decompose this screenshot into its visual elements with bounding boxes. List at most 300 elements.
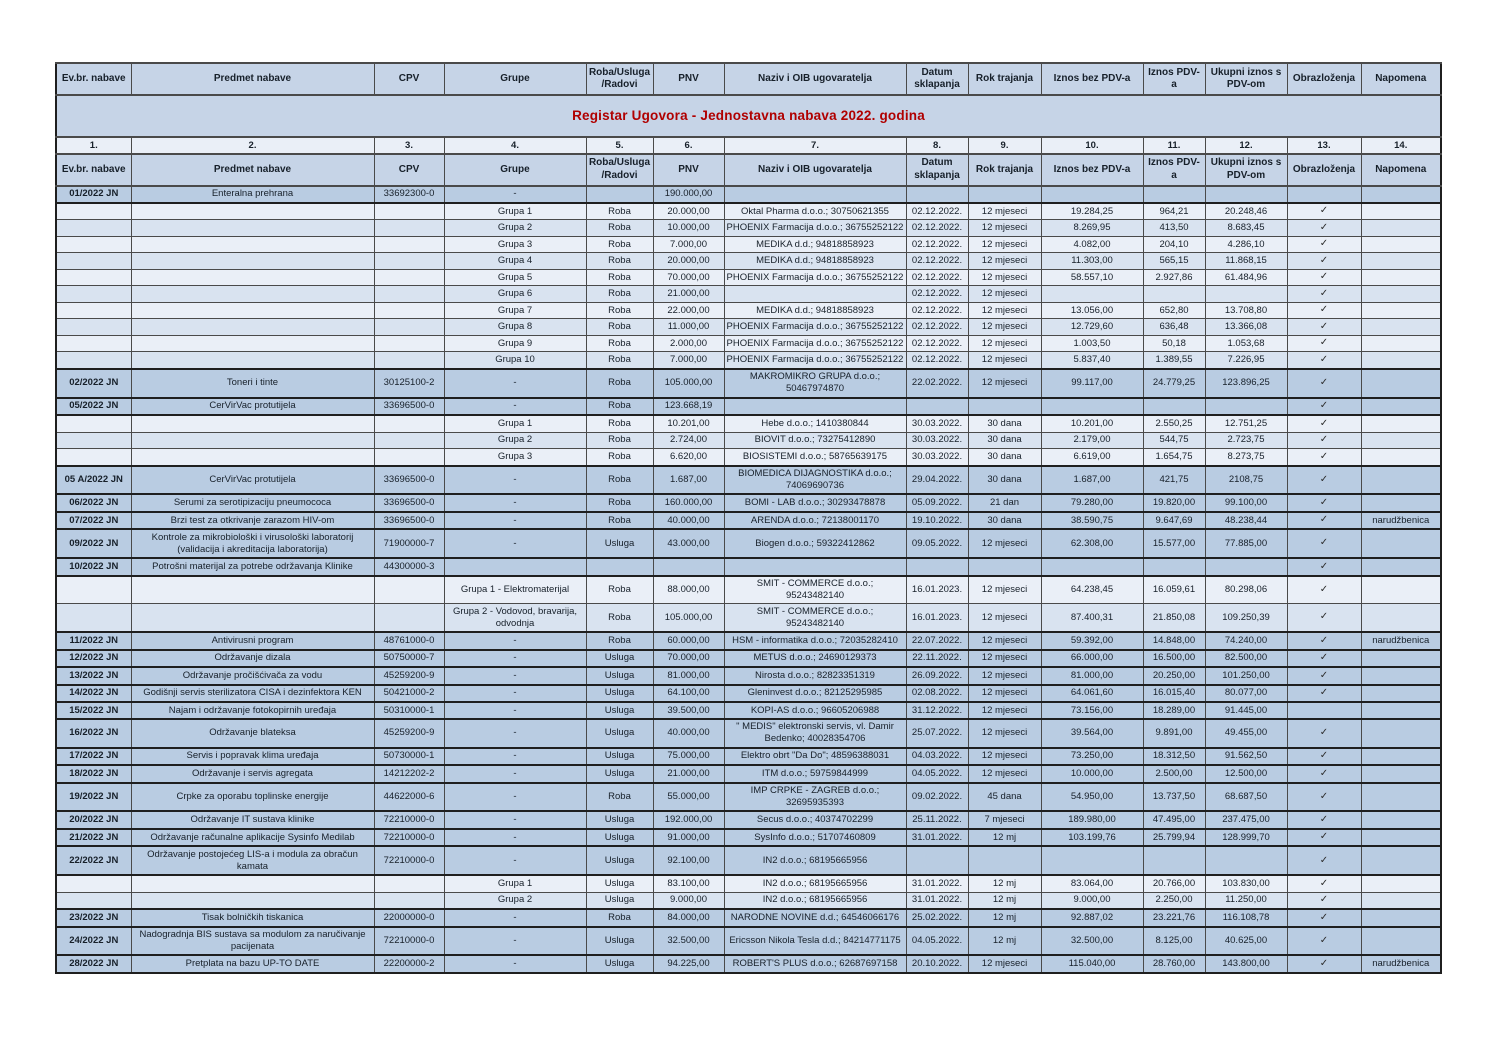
cell-vrsta: Roba (586, 512, 653, 530)
table-row-group (56, 415, 1441, 432)
cell-bez: 87.400,31 (1041, 604, 1143, 632)
cell-predmet (131, 269, 374, 286)
cell-ukupno: 91.445,00 (1205, 702, 1287, 719)
cell-cpv (374, 253, 444, 270)
cell-datum (906, 186, 968, 203)
cell-cpv (374, 604, 444, 632)
cell-cpv (374, 203, 444, 220)
cell-datum: 20.10.2022. (906, 955, 968, 973)
cell-datum: 31.12.2022. (906, 702, 968, 719)
cell-predmet: Održavanje IT sustava klinike (131, 811, 374, 829)
cell-bez: 32.500,00 (1041, 927, 1143, 956)
cell-bez: 38.590,75 (1041, 512, 1143, 530)
cell-rok: 12 mjeseci (968, 529, 1041, 558)
cell-nap (1361, 466, 1441, 495)
cell-pdv: 421,75 (1143, 466, 1205, 495)
cell-bez: 115.040,00 (1041, 955, 1143, 973)
cell-datum: 22.07.2022. (906, 632, 968, 650)
cell-grupa: Grupa 2 (444, 432, 586, 449)
cell-ev: 23/2022 JN (56, 909, 131, 927)
cell-datum (906, 558, 968, 576)
cell-bez: 10.201,00 (1041, 415, 1143, 432)
cell-vrsta: Roba (586, 236, 653, 253)
cell-ev (56, 352, 131, 369)
table-row-main (56, 702, 1441, 719)
cell-obraz: ✓ (1287, 576, 1361, 604)
cell-bez: 2.179,00 (1041, 432, 1143, 449)
cell-predmet: Pretplata na bazu UP-TO DATE (131, 955, 374, 973)
cell-vrsta: Roba (586, 415, 653, 432)
cell-ev: 13/2022 JN (56, 667, 131, 685)
table-row-group (56, 269, 1441, 286)
cell-ukupno: 128.999,70 (1205, 829, 1287, 847)
cell-vrsta: Roba (586, 449, 653, 466)
cell-grupa: - (444, 369, 586, 398)
cell-grupa: Grupa 2 (444, 220, 586, 237)
cell-cpv: 22200000-2 (374, 955, 444, 973)
cell-predmet: CerVirVac protutijela (131, 398, 374, 416)
cell-ev (56, 432, 131, 449)
table-row-group (56, 604, 1441, 632)
cell-ev: 10/2022 JN (56, 558, 131, 576)
cell-bez: 99.117,00 (1041, 369, 1143, 398)
table-row-main (56, 558, 1441, 576)
cell-rok: 7 mjeseci (968, 811, 1041, 829)
cell-nap (1361, 494, 1441, 512)
table-row-main (56, 846, 1441, 875)
cell-obraz: ✓ (1287, 846, 1361, 875)
cell-grupa: - (444, 512, 586, 530)
cell-rok: 12 mjeseci (968, 286, 1041, 303)
cell-predmet (131, 302, 374, 319)
cell-obraz: ✓ (1287, 415, 1361, 432)
cell-vrsta: Roba (586, 604, 653, 632)
cell-cpv: 72210000-0 (374, 811, 444, 829)
cell-pdv: 9.647,69 (1143, 512, 1205, 530)
cell-bez: 19.284,25 (1041, 203, 1143, 220)
column-header-repeat-8: Datum sklapanja (906, 154, 968, 186)
cell-ukupno: 77.885,00 (1205, 529, 1287, 558)
cell-ukupno: 13.366,08 (1205, 319, 1287, 336)
cell-cpv: 72210000-0 (374, 829, 444, 847)
cell-datum (906, 846, 968, 875)
cell-nap (1361, 352, 1441, 369)
cell-datum: 31.01.2022. (906, 892, 968, 909)
cell-rok: 12 mjeseci (968, 236, 1041, 253)
cell-predmet (131, 875, 374, 892)
cell-datum: 30.03.2022. (906, 415, 968, 432)
cell-pdv: 50,18 (1143, 335, 1205, 352)
cell-grupa: Grupa 2 - Vodovod, bravarija, odvodnja (444, 604, 586, 632)
table-row-group (56, 319, 1441, 336)
table-row-group (56, 432, 1441, 449)
cell-predmet (131, 220, 374, 237)
column-header-repeat-14: Napomena (1361, 154, 1441, 186)
cell-rok: 12 mjeseci (968, 576, 1041, 604)
cell-pdv: 2.927,86 (1143, 269, 1205, 286)
cell-cpv: 71900000-7 (374, 529, 444, 558)
table-row-main (56, 909, 1441, 927)
column-header-7: Naziv i OIB ugovaratelja (724, 63, 906, 95)
cell-pdv: 47.495,00 (1143, 811, 1205, 829)
cell-pdv: 15.577,00 (1143, 529, 1205, 558)
cell-pnv: 91.000,00 (653, 829, 724, 847)
cell-rok: 12 mjeseci (968, 335, 1041, 352)
cell-rok: 12 mjeseci (968, 253, 1041, 270)
cell-obraz: ✓ (1287, 558, 1361, 576)
cell-datum: 02.12.2022. (906, 302, 968, 319)
cell-ukupno (1205, 846, 1287, 875)
cell-vrsta: Usluga (586, 846, 653, 875)
cell-cpv (374, 269, 444, 286)
cell-naziv: PHOENIX Farmacija d.o.o.; 36755252122 (724, 319, 906, 336)
cell-rok: 30 dana (968, 415, 1041, 432)
cell-ev: 24/2022 JN (56, 927, 131, 956)
cell-rok: 12 mjeseci (968, 352, 1041, 369)
cell-nap (1361, 398, 1441, 416)
cell-pnv: 32.500,00 (653, 927, 724, 956)
cell-obraz: ✓ (1287, 955, 1361, 973)
table-row-main (56, 632, 1441, 650)
cell-naziv: IN2 d.o.o.; 68195665956 (724, 846, 906, 875)
cell-pnv: 20.000,00 (653, 253, 724, 270)
cell-ukupno (1205, 558, 1287, 576)
cell-obraz: ✓ (1287, 203, 1361, 220)
cell-bez: 92.887,02 (1041, 909, 1143, 927)
cell-obraz: ✓ (1287, 748, 1361, 766)
cell-grupa: - (444, 927, 586, 956)
cell-pnv: 70.000,00 (653, 650, 724, 668)
column-number-12: 12. (1205, 137, 1287, 154)
cell-ev: 12/2022 JN (56, 650, 131, 668)
cell-obraz: ✓ (1287, 909, 1361, 927)
column-number-5: 5. (586, 137, 653, 154)
cell-obraz: ✓ (1287, 269, 1361, 286)
cell-ev (56, 875, 131, 892)
cell-bez: 9.000,00 (1041, 892, 1143, 909)
table-row-main (56, 955, 1441, 973)
cell-predmet: Tisak bolničkih tiskanica (131, 909, 374, 927)
column-number-11: 11. (1143, 137, 1205, 154)
cell-datum: 16.01.2023. (906, 576, 968, 604)
cell-ukupno: 116.108,78 (1205, 909, 1287, 927)
cell-pnv: 75.000,00 (653, 748, 724, 766)
cell-bez: 1.687,00 (1041, 466, 1143, 495)
cell-cpv: 50730000-1 (374, 748, 444, 766)
cell-vrsta: Usluga (586, 927, 653, 956)
cell-datum: 05.09.2022. (906, 494, 968, 512)
cell-pnv: 123.668,19 (653, 398, 724, 416)
cell-rok (968, 186, 1041, 203)
cell-pdv: 2.250,00 (1143, 892, 1205, 909)
cell-nap (1361, 186, 1441, 203)
cell-ev (56, 335, 131, 352)
cell-cpv (374, 432, 444, 449)
column-number-4: 4. (444, 137, 586, 154)
cell-datum: 25.02.2022. (906, 909, 968, 927)
cell-vrsta: Roba (586, 253, 653, 270)
cell-grupa: Grupa 8 (444, 319, 586, 336)
cell-pdv: 14.848,00 (1143, 632, 1205, 650)
cell-obraz: ✓ (1287, 765, 1361, 783)
cell-rok: 12 mjeseci (968, 748, 1041, 766)
cell-ev (56, 576, 131, 604)
cell-ev: 20/2022 JN (56, 811, 131, 829)
cell-cpv: 33692300-0 (374, 186, 444, 203)
cell-nap (1361, 875, 1441, 892)
cell-nap (1361, 286, 1441, 303)
cell-datum: 02.12.2022. (906, 236, 968, 253)
cell-obraz: ✓ (1287, 667, 1361, 685)
cell-ev (56, 203, 131, 220)
cell-ev: 06/2022 JN (56, 494, 131, 512)
cell-rok: 30 dana (968, 432, 1041, 449)
cell-ev (56, 449, 131, 466)
cell-pnv: 11.000,00 (653, 319, 724, 336)
cell-ukupno: 2108,75 (1205, 466, 1287, 495)
cell-pnv: 7.000,00 (653, 236, 724, 253)
cell-ev: 22/2022 JN (56, 846, 131, 875)
cell-ev (56, 236, 131, 253)
column-header-repeat-6: PNV (653, 154, 724, 186)
cell-predmet: Serumi za serotipizaciju pneumococa (131, 494, 374, 512)
column-header-repeat-13: Obrazloženja (1287, 154, 1361, 186)
cell-cpv (374, 302, 444, 319)
cell-pdv: 28.760,00 (1143, 955, 1205, 973)
cell-rok: 12 mjeseci (968, 302, 1041, 319)
cell-vrsta: Usluga (586, 650, 653, 668)
cell-ev: 01/2022 JN (56, 186, 131, 203)
cell-vrsta: Usluga (586, 748, 653, 766)
cell-bez: 83.064,00 (1041, 875, 1143, 892)
cell-grupa: Grupa 3 (444, 449, 586, 466)
cell-pdv: 23.221,76 (1143, 909, 1205, 927)
cell-rok: 12 mjeseci (968, 650, 1041, 668)
cell-predmet (131, 604, 374, 632)
table-row-group (56, 236, 1441, 253)
cell-predmet (131, 335, 374, 352)
cell-naziv: PHOENIX Farmacija d.o.o.; 36755252122 (724, 352, 906, 369)
cell-datum: 31.01.2022. (906, 875, 968, 892)
cell-grupa: Grupa 9 (444, 335, 586, 352)
cell-nap (1361, 927, 1441, 956)
cell-cpv: 44300000-3 (374, 558, 444, 576)
cell-ev: 07/2022 JN (56, 512, 131, 530)
cell-obraz: ✓ (1287, 829, 1361, 847)
cell-predmet: Potrošni materijal za potrebe održavanja Klinike (131, 558, 374, 576)
cell-ukupno: 49.455,00 (1205, 719, 1287, 748)
cell-naziv (724, 186, 906, 203)
cell-pnv: 160.000,00 (653, 494, 724, 512)
column-header-5: Roba/Usluga/Radovi (586, 63, 653, 95)
cell-pnv: 10.201,00 (653, 415, 724, 432)
cell-ukupno: 12.751,25 (1205, 415, 1287, 432)
cell-rok: 12 mjeseci (968, 765, 1041, 783)
cell-predmet (131, 415, 374, 432)
cell-nap (1361, 783, 1441, 812)
cell-nap (1361, 319, 1441, 336)
cell-pnv: 40.000,00 (653, 512, 724, 530)
cell-predmet (131, 576, 374, 604)
cell-pdv: 636,48 (1143, 319, 1205, 336)
cell-naziv: IN2 d.o.o.; 68195665956 (724, 875, 906, 892)
cell-bez: 5.837,40 (1041, 352, 1143, 369)
cell-obraz: ✓ (1287, 449, 1361, 466)
cell-cpv: 33696500-0 (374, 466, 444, 495)
cell-bez: 59.392,00 (1041, 632, 1143, 650)
cell-datum: 04.03.2022. (906, 748, 968, 766)
table-row-main (56, 529, 1441, 558)
cell-ukupno: 20.248,46 (1205, 203, 1287, 220)
cell-naziv: BIOVIT d.o.o.; 73275412890 (724, 432, 906, 449)
column-number-2: 2. (131, 137, 374, 154)
table-row-group (56, 220, 1441, 237)
cell-bez (1041, 398, 1143, 416)
cell-predmet: Najam i održavanje fotokopirnih uređaja (131, 702, 374, 719)
cell-naziv: IN2 d.o.o.; 68195665956 (724, 892, 906, 909)
table-row-main (56, 667, 1441, 685)
table-row-main (56, 765, 1441, 783)
column-header-repeat-3: CPV (374, 154, 444, 186)
cell-bez: 81.000,00 (1041, 667, 1143, 685)
cell-datum: 22.11.2022. (906, 650, 968, 668)
cell-cpv (374, 576, 444, 604)
cell-predmet: Brzi test za otkrivanje zarazom HIV-om (131, 512, 374, 530)
cell-vrsta: Roba (586, 494, 653, 512)
cell-vrsta (586, 186, 653, 203)
cell-obraz: ✓ (1287, 432, 1361, 449)
cell-vrsta: Roba (586, 269, 653, 286)
cell-ukupno: 8.273,75 (1205, 449, 1287, 466)
cell-nap (1361, 846, 1441, 875)
table-row-main (56, 811, 1441, 829)
cell-pnv: 20.000,00 (653, 203, 724, 220)
cell-vrsta: Roba (586, 369, 653, 398)
cell-ev (56, 415, 131, 432)
table-row-group (56, 203, 1441, 220)
cell-obraz: ✓ (1287, 466, 1361, 495)
cell-predmet: Nadogradnja BIS sustava sa modulom za naručivanje pacijenata (131, 927, 374, 956)
cell-grupa: Grupa 1 (444, 203, 586, 220)
cell-obraz: ✓ (1287, 220, 1361, 237)
table-row-main (56, 748, 1441, 766)
cell-obraz: ✓ (1287, 650, 1361, 668)
cell-nap (1361, 335, 1441, 352)
cell-predmet: Održavanje postojećeg LIS-a i modula za obračun kamata (131, 846, 374, 875)
cell-bez (1041, 846, 1143, 875)
cell-vrsta: Usluga (586, 955, 653, 973)
cell-datum: 16.01.2023. (906, 604, 968, 632)
cell-bez: 39.564,00 (1041, 719, 1143, 748)
cell-naziv: ROBERT'S PLUS d.o.o.; 62687697158 (724, 955, 906, 973)
cell-datum: 25.11.2022. (906, 811, 968, 829)
cell-vrsta: Roba (586, 466, 653, 495)
column-header-9: Rok trajanja (968, 63, 1041, 95)
cell-vrsta: Roba (586, 286, 653, 303)
cell-grupa: Grupa 1 (444, 415, 586, 432)
cell-cpv (374, 286, 444, 303)
cell-rok: 21 dan (968, 494, 1041, 512)
cell-datum: 30.03.2022. (906, 449, 968, 466)
cell-vrsta (586, 558, 653, 576)
cell-rok: 12 mj (968, 927, 1041, 956)
cell-ukupno: 4.286,10 (1205, 236, 1287, 253)
cell-pdv: 19.820,00 (1143, 494, 1205, 512)
cell-predmet: Održavanje blateksa (131, 719, 374, 748)
column-header-2: Predmet nabave (131, 63, 374, 95)
cell-pnv: 1.687,00 (653, 466, 724, 495)
column-header-12: Ukupni iznos s PDV-om (1205, 63, 1287, 95)
cell-predmet: Crpke za oporabu toplinske energije (131, 783, 374, 812)
cell-grupa: - (444, 955, 586, 973)
cell-nap (1361, 685, 1441, 703)
cell-datum: 22.02.2022. (906, 369, 968, 398)
cell-pdv: 24.779,25 (1143, 369, 1205, 398)
cell-naziv: Nirosta d.o.o.; 82823351319 (724, 667, 906, 685)
cell-grupa: - (444, 632, 586, 650)
cell-cpv (374, 236, 444, 253)
cell-bez: 73.156,00 (1041, 702, 1143, 719)
cell-vrsta: Usluga (586, 719, 653, 748)
cell-naziv: Elektro obrt "Da Do"; 48596388031 (724, 748, 906, 766)
cell-nap (1361, 253, 1441, 270)
column-number-1: 1. (56, 137, 131, 154)
cell-pdv: 20.766,00 (1143, 875, 1205, 892)
cell-ukupno: 143.800,00 (1205, 955, 1287, 973)
cell-vrsta: Roba (586, 432, 653, 449)
cell-bez: 64.061,60 (1041, 685, 1143, 703)
cell-datum: 04.05.2022. (906, 765, 968, 783)
cell-naziv (724, 558, 906, 576)
cell-rok: 45 dana (968, 783, 1041, 812)
register-title-cell (56, 95, 1441, 137)
cell-ukupno: 103.830,00 (1205, 875, 1287, 892)
cell-pdv: 18.312,50 (1143, 748, 1205, 766)
column-header-repeat-7: Naziv i OIB ugovaratelja (724, 154, 906, 186)
cell-pdv: 13.737,50 (1143, 783, 1205, 812)
cell-predmet (131, 236, 374, 253)
cell-datum: 30.03.2022. (906, 432, 968, 449)
cell-obraz: ✓ (1287, 319, 1361, 336)
contract-register-sheet (55, 62, 1442, 974)
cell-vrsta: Usluga (586, 875, 653, 892)
cell-grupa: - (444, 765, 586, 783)
cell-ev (56, 253, 131, 270)
table-row-main (56, 398, 1441, 416)
cell-ukupno: 68.687,50 (1205, 783, 1287, 812)
cell-rok: 12 mjeseci (968, 955, 1041, 973)
cell-cpv: 72210000-0 (374, 846, 444, 875)
table-row-main (56, 512, 1441, 530)
cell-pnv: 70.000,00 (653, 269, 724, 286)
table-row-group (56, 449, 1441, 466)
cell-nap (1361, 702, 1441, 719)
cell-pnv: 105.000,00 (653, 604, 724, 632)
cell-rok: 12 mj (968, 909, 1041, 927)
cell-pdv: 964,21 (1143, 203, 1205, 220)
column-header-3: CPV (374, 63, 444, 95)
cell-pdv: 16.015,40 (1143, 685, 1205, 703)
cell-pnv: 22.000,00 (653, 302, 724, 319)
page-title: Registar Ugovora - Jednostavna nabava 2022. godina (572, 107, 925, 123)
cell-rok: 12 mjeseci (968, 685, 1041, 703)
cell-naziv: MAKROMIKRO GRUPA d.o.o.; 50467974870 (724, 369, 906, 398)
column-header-row (56, 63, 1441, 95)
cell-ev: 28/2022 JN (56, 955, 131, 973)
column-number-6: 6. (653, 137, 724, 154)
cell-datum: 02.12.2022. (906, 253, 968, 270)
cell-pdv: 8.125,00 (1143, 927, 1205, 956)
